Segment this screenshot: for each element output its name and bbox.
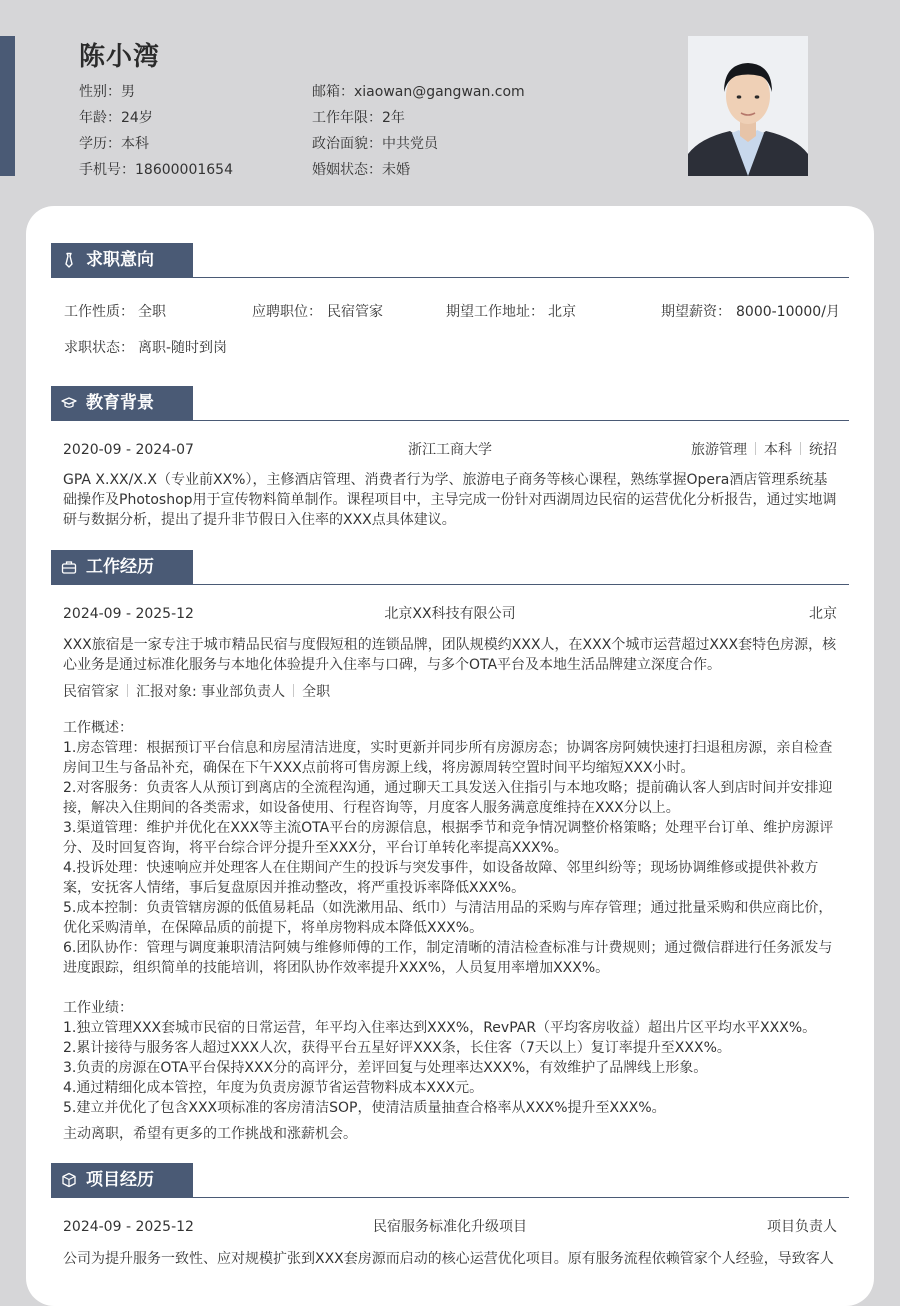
project-period: 2024-09 - 2025-12 [63, 1219, 194, 1235]
work-achievement-line: 1.独立管理XXX套城市民宿的日常运营，年平均入住率达到XXX%，RevPAR（平均客房收益）超出片区平均水平XXX%。 [63, 1020, 817, 1036]
work-role: 民宿管家 [63, 684, 119, 700]
education-desc-line: 础操作及Photoshop用于宣传物料简单制作。课程项目中，主导完成一份针对西湖周边民宿的运营优化分析报告，通过实地调 [63, 492, 837, 508]
work-summary-line: 5.成本控制：负责管辖房源的低值易耗品（如洗漱用品、纸巾）与清洁用品的采购与库存管理；通过批量采购和供应商比价， [63, 900, 833, 916]
education-desc-line: 研与数据分析，提出了提升非节假日入住率的XXX点具体建议。 [63, 512, 456, 528]
education-school: 浙江工商大学 [408, 442, 492, 458]
work-company: 北京XX科技有限公司 [384, 606, 516, 622]
political-info: 政治面貌：中共党员 [312, 136, 438, 152]
work-summary-line: 接，解决入住期间的各类需求，如设备使用、行程咨询等，月度客人服务满意度维持在XXX分以上。 [63, 800, 680, 816]
work-meta [63, 682, 330, 702]
separator [800, 442, 801, 455]
work-report-to: 汇报对象: 事业部负责人 [136, 684, 286, 700]
briefcase-icon [61, 559, 77, 575]
intent-location-label: 期望工作地址： [446, 304, 544, 320]
graduation-cap-icon [61, 395, 77, 411]
intent-nature: 全职 [138, 304, 166, 320]
work-summary-line: 案，安抚客人情绪，事后复盘原因并推动整改，将严重投诉率降低XXX%。 [63, 880, 526, 896]
work-city: 北京 [809, 606, 837, 622]
education-desc-line: GPA X.XX/X.X（专业前XX%），主修酒店管理、消费者行为学、旅游电子商务等核心课程，熟练掌握Opera酒店管理系统基 [63, 472, 828, 488]
section-title-education: 教育背景 [86, 393, 154, 413]
work-summary-line: 1.房态管理：根据预订平台信息和房屋清洁进度，实时更新并同步所有房源房态；协调客房阿姨快速打扫退租房源，亲自检查 [63, 740, 833, 756]
separator [127, 684, 128, 697]
section-title-project: 项目经历 [86, 1170, 154, 1190]
phone-info: 手机号：18600001654 [79, 162, 233, 178]
section-header-project [51, 1163, 849, 1198]
section-header-work [51, 550, 849, 585]
intent-status: 离职-随时到岗 [138, 340, 228, 356]
email-info: 邮箱：xiaowan@gangwan.com [312, 84, 525, 100]
work-summary-line: 3.渠道管理：维护并优化在XXX等主流OTA平台的房源信息，根据季节和竞争情况调整价格策略；处理平台订单、维护房源评 [63, 820, 834, 836]
section-tab-intent [51, 243, 193, 277]
education-type: 统招 [809, 442, 837, 458]
work-summary-line: 房间卫生与备品补充，确保在下午XXX点前将可售房源上线，将房源周转空置时间平均缩短XXX小时。 [63, 760, 695, 776]
work-achievement-line: 2.累计接待与服务客人超过XXX人次，获得平台五星好评XXX条，长住客（7天以上）复订率提升至XXX%。 [63, 1040, 731, 1056]
education-meta [587, 440, 837, 460]
work-achievements [63, 998, 837, 1118]
gender-info: 性别：男 [79, 84, 135, 100]
candidate-name: 陈小湾 [79, 42, 161, 72]
project-description [63, 1249, 837, 1269]
work-intro-line: XXX旅宿是一家专注于城市精品民宿与度假短租的连锁品牌，团队规模约XXX人，在XXX个城市运营超过XXX套特色房源，核 [63, 637, 837, 653]
resume-card [26, 206, 874, 1306]
intent-position: 民宿管家 [327, 304, 383, 320]
work-achievement-line: 3.负责的房源在OTA平台保持XXX分的高评分，差评回复与处理率达XXX%，有效维护了品牌线上形象。 [63, 1060, 708, 1076]
age-info: 年龄：24岁 [79, 110, 153, 126]
project-role: 项目负责人 [767, 1219, 837, 1235]
section-title-work: 工作经历 [86, 557, 154, 577]
education-degree: 本科 [764, 442, 792, 458]
work-intro [63, 635, 837, 675]
intent-status-label: 求职状态： [64, 340, 134, 356]
work-summary-line: 优化采购清单，在保障品质的前提下，将单房物料成本降低XXX%。 [63, 920, 484, 936]
work-achievements-title: 工作业绩： [63, 1000, 133, 1016]
education-major: 旅游管理 [691, 442, 747, 458]
section-tab-education [51, 386, 193, 420]
education-description [63, 470, 837, 530]
cube-icon [61, 1172, 77, 1188]
section-header-intent [51, 243, 849, 278]
section-title-intent: 求职意向 [86, 250, 154, 270]
work-summary-line: 分、及时回复咨询，将平台综合评分提升至XXX分，平台订单转化率提高XXX%。 [63, 840, 568, 856]
work-leave-reason: 主动离职，希望有更多的工作挑战和涨薪机会。 [63, 1126, 357, 1142]
intent-salary-label: 期望薪资： [661, 304, 731, 320]
profile-photo [688, 36, 808, 176]
work-summary-line: 2.对客服务：负责客人从预订到离店的全流程沟通，通过聊天工具发送入住指引与本地攻略；提前确认客人到店时间并安排迎 [63, 780, 833, 796]
separator [293, 684, 294, 697]
project-name: 民宿服务标准化升级项目 [373, 1219, 527, 1235]
intent-salary: 8000-10000/月 [736, 304, 840, 320]
work-summary-line: 4.投诉处理：快速响应并处理客人在住期间产生的投诉与突发事件，如设备故障、邻里纠纷等；现场协调维修或提供补救方 [63, 860, 819, 876]
section-tab-project [51, 1163, 193, 1197]
project-desc-line: 公司为提升服务一致性、应对规模扩张到XXX套房源而启动的核心运营优化项目。原有服务流程依赖管家个人经验，导致客人 [63, 1251, 834, 1267]
work-intro-line: 心业务是通过标准化服务与本地化体验提升入住率与口碑，与多个OTA平台及本地生活品牌建立深度合作。 [63, 657, 722, 673]
intent-nature-label: 工作性质： [64, 304, 134, 320]
work-years-info: 工作年限：2年 [312, 110, 405, 126]
work-summary [63, 718, 837, 978]
work-summary-line: 进度跟踪，组织简单的技能培训，将团队协作效率提升XXX%，人员复用率增加XXX%。 [63, 960, 610, 976]
header-accent-bar [0, 36, 15, 176]
marital-info: 婚姻状态：未婚 [312, 162, 410, 178]
tie-icon [61, 252, 77, 268]
section-header-education [51, 386, 849, 421]
work-achievement-line: 5.建立并优化了包含XXX项标准的客房清洁SOP，使清洁质量抽查合格率从XXX%提升至XXX%。 [63, 1100, 666, 1116]
work-summary-line: 6.团队协作：管理与调度兼职清洁阿姨与维修师傅的工作，制定清晰的清洁检查标准与计费规则；通过微信群进行任务派发与 [63, 940, 833, 956]
work-job-type: 全职 [302, 684, 331, 700]
work-summary-title: 工作概述： [63, 720, 133, 736]
work-achievement-line: 4.通过精细化成本管控，年度为负责房源节省运营物料成本XXX元。 [63, 1080, 484, 1096]
education-info: 学历：本科 [79, 136, 149, 152]
education-period: 2020-09 - 2024-07 [63, 442, 194, 458]
section-tab-work [51, 550, 193, 584]
work-period: 2024-09 - 2025-12 [63, 606, 194, 622]
separator [755, 442, 756, 455]
intent-position-label: 应聘职位： [252, 304, 322, 320]
intent-location: 北京 [548, 304, 576, 320]
